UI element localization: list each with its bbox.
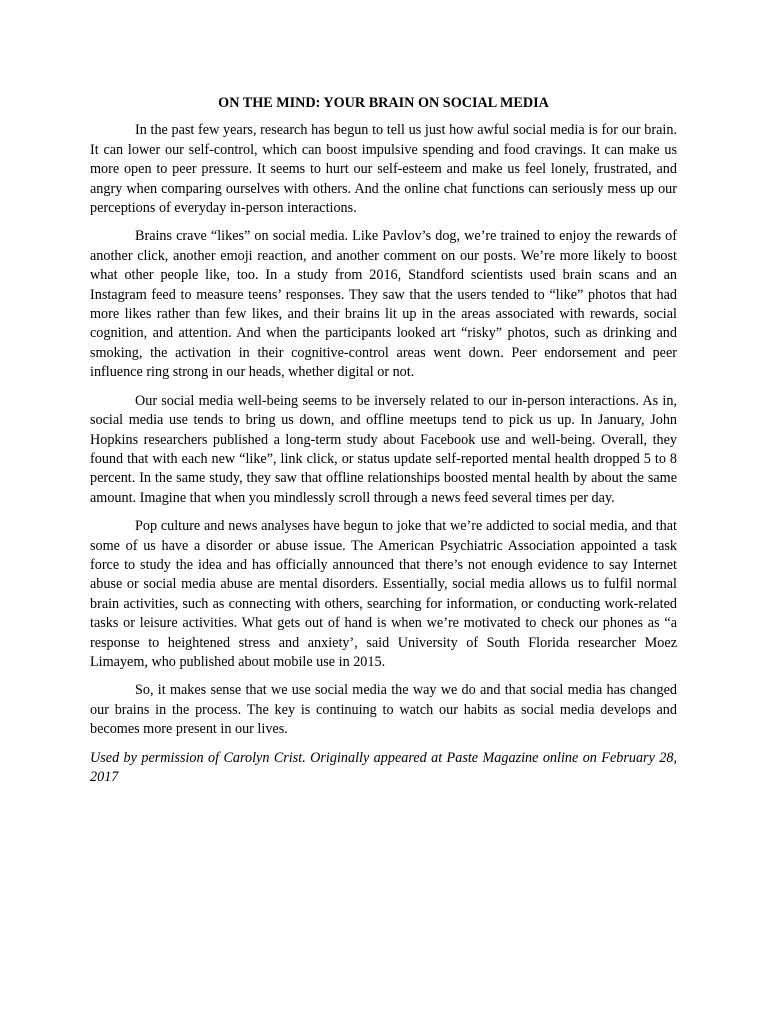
paragraph-5: So, it makes sense that we use social media the way we do and that social media has changed our brains in the process. The key is continuing to watch our habits as social media develops and becomes more present in our lives. (90, 682, 677, 738)
attribution-credit: Used by permission of Carolyn Crist. Originally appeared at Paste Magazine online on February 28, 2017 (90, 749, 677, 785)
document-title: ON THE MIND: YOUR BRAIN ON SOCIAL MEDIA (218, 95, 549, 111)
paragraph-3: Our social media well-being seems to be inversely related to our in-person interactions. As in, social media use tends to bring us down, and offline meetups tend to pick us up. In January, John Hopkins researchers published a long-term study about Facebook use and well-being. Overall, they found that with each new “like”, link click, or status update self-reported mental health dropped 5 to 8 percent. In the same study, they saw that offline relationships boosted mental health by about the same amount. Imagine that when you mindlessly scroll through a news feed several times per day. (90, 392, 677, 506)
paragraph-4: Pop culture and news analyses have begun to joke that we’re addicted to social media, and that some of us have a disorder or abuse issue. The American Psychiatric Association appointed a task force to study the idea and has officially announced that there’s not enough evidence to say Internet abuse or social media abuse are mental disorders. Essentially, social media allows us to fulfil normal brain activities, such as connecting with others, searching for information, or conducting work-related tasks or leisure activities. What gets out of hand is when we’re motivated to check our phones as “a response to heightened stress and anxiety’, said University of South Florida researcher Moez Limayem, who published about mobile use in 2015. (90, 518, 677, 670)
paragraph-2: Brains crave “likes” on social media. Like Pavlov’s dog, we’re trained to enjoy the rewards of another click, another emoji reaction, and another comment on our posts. We’re more likely to boost what other people like, too. In a study from 2016, Standford scientists used brain scans and an Instagram feed to measure teens’ responses. They saw that the users tended to “like” photos that had more likes rather than few likes, and their brains lit up in the areas associated with rewards, social cognition, and attention. And when the participants looked art “risky” photos, such as drinking and smoking, the activation in their cognitive-control areas went down. Peer endorsement and peer influence ring strong in our heads, whether digital or not. (90, 228, 677, 381)
paragraph-1: In the past few years, research has begun to tell us just how awful social media is for our brain. It can lower our self-control, which can boost impulsive spending and food cravings. It can make us more open to peer pressure. It seems to hurt our self-esteem and make us feel lonely, frustrated, and angry when comparing ourselves with others. And the online chat functions can seriously mess up our perceptions of everyday in-person interactions. (90, 122, 677, 217)
